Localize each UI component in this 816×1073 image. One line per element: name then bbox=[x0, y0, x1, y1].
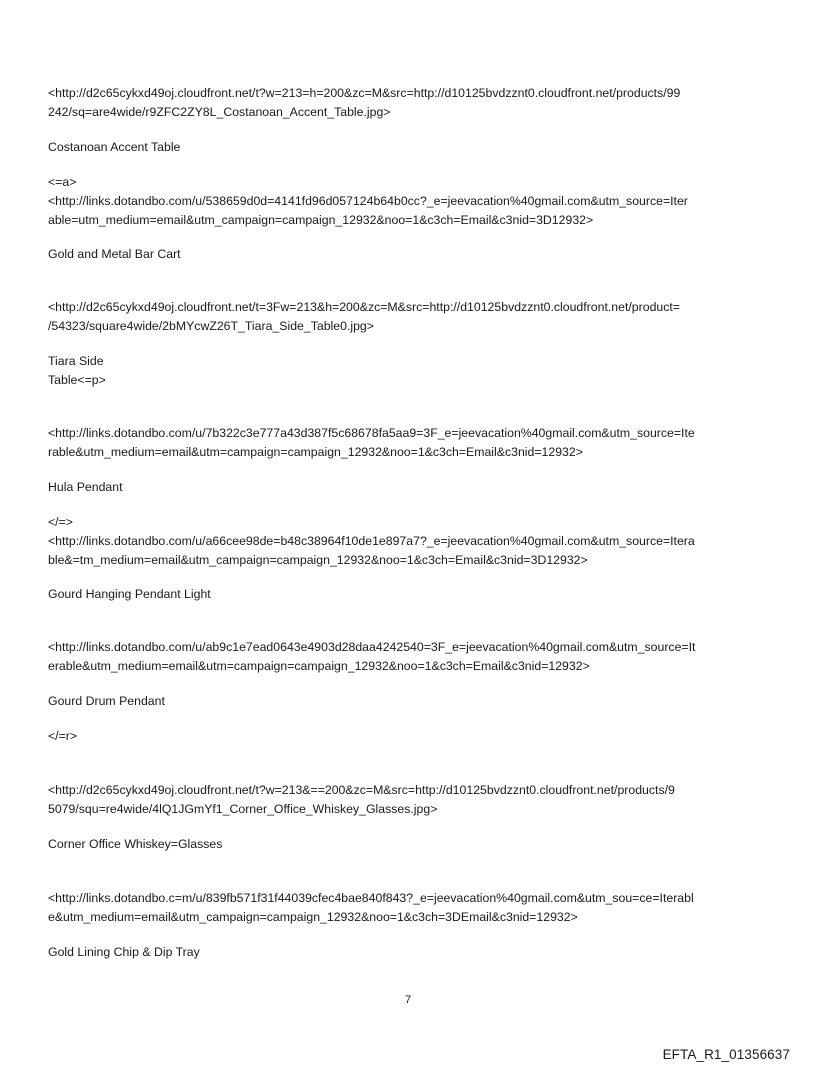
item-title-gold-lining-chip-dip-tray: Gold Lining Chip & Dip Tray bbox=[48, 945, 200, 959]
item-title-tiara-side-table: Tiara Side Table<=p> bbox=[48, 354, 106, 387]
link-url-gold-metal-bar-cart: <=a> <http://links.dotandbo.com/u/538659d0d=4141fd96d057124b64b0cc?_e=jeevacation%40gmail.com&utm_source=Iter able=utm_medium=email&utm_campaign=campaign_12932&noo=1&c3ch=Email&c3nid=3D12932> bbox=[48, 175, 688, 227]
image-url-costanoan-accent-table: <http://d2c65cykxd49oj.cloudfront.net/t?w=213=h=200&zc=M&src=http://d10125bvdzznt0.cloudfront.net/products/99 242/sq=are4wide/r9ZFC2ZY8L_Costanoan_Accent_Table.jpg> bbox=[48, 86, 681, 119]
image-url-corner-office-whiskey-glasses: <http://d2c65cykxd49oj.cloudfront.net/t?w=213&==200&zc=M&src=http://d10125bvdzznt0.cloudfront.net/products/9 5079/squ=re4wide/4lQ1JGmYf1_Corner_Office_Whiskey_Glasses.jpg> bbox=[48, 783, 675, 816]
document-id: EFTA_R1_01356637 bbox=[662, 1047, 790, 1062]
html-fragment: </=r> bbox=[48, 729, 78, 743]
page-number: 7 bbox=[404, 994, 412, 1006]
item-title-hula-pendant: Hula Pendant bbox=[48, 480, 123, 494]
item-title-corner-office-whiskey-glasses: Corner Office Whiskey=Glasses bbox=[48, 837, 223, 851]
item-title-gourd-drum-pendant: Gourd Drum Pendant bbox=[48, 694, 165, 708]
image-url-tiara-side-table: <http://d2c65cykxd49oj.cloudfront.net/t=3Fw=213&h=200&zc=M&src=http://d10125bvdzznt0.cloudfront.net/product= /54323/square4wide/2bMYcwZ26T_Tiara_Side_Table0.jpg> bbox=[48, 300, 680, 333]
item-title-gold-metal-bar-cart: Gold and Metal Bar Cart bbox=[48, 247, 181, 261]
link-url-gold-lining-chip-dip-tray: <http://links.dotandbo.c=m/u/839fb571f31f44039cfec4bae840f843?_e=jeevacation%40gmail.com&utm_sou=ce=Iterabl e&utm_medium=email&utm_campaign=campaign_12932&noo=1&c3ch=3DEmail&c3nid=12932> bbox=[48, 891, 694, 924]
link-url-gourd-hanging-pendant-light: </=> <http://links.dotandbo.com/u/a66cee98de=b48c38964f10de1e897a7?_e=jeevacation%40gmail.com&utm_source=Itera ble&=tm_medium=email&utm_campaign=campaign_12932&noo=1&c3ch=Email&c3nid=3D12932> bbox=[48, 515, 695, 567]
item-title-costanoan-accent-table: Costanoan Accent Table bbox=[48, 140, 181, 154]
link-url-gourd-drum-pendant: <http://links.dotandbo.com/u/ab9c1e7ead0643e4903d28daa4242540=3F_e=jeevacation%40gmail.com&utm_source=It erable&utm_medium=email&utm=campaign=campaign_12932&noo=1&c3ch=Email&c3nid=12932> bbox=[48, 640, 696, 673]
item-title-gourd-hanging-pendant-light: Gourd Hanging Pendant Light bbox=[48, 587, 211, 601]
link-url-hula-pendant: <http://links.dotandbo.com/u/7b322c3e777a43d387f5c68678fa5aa9=3F_e=jeevacation%40gmail.com&utm_source=Ite rable&utm_medium=email&utm=campaign=campaign_12932&noo=1&c3ch=Email&c3nid=12932> bbox=[48, 426, 695, 459]
